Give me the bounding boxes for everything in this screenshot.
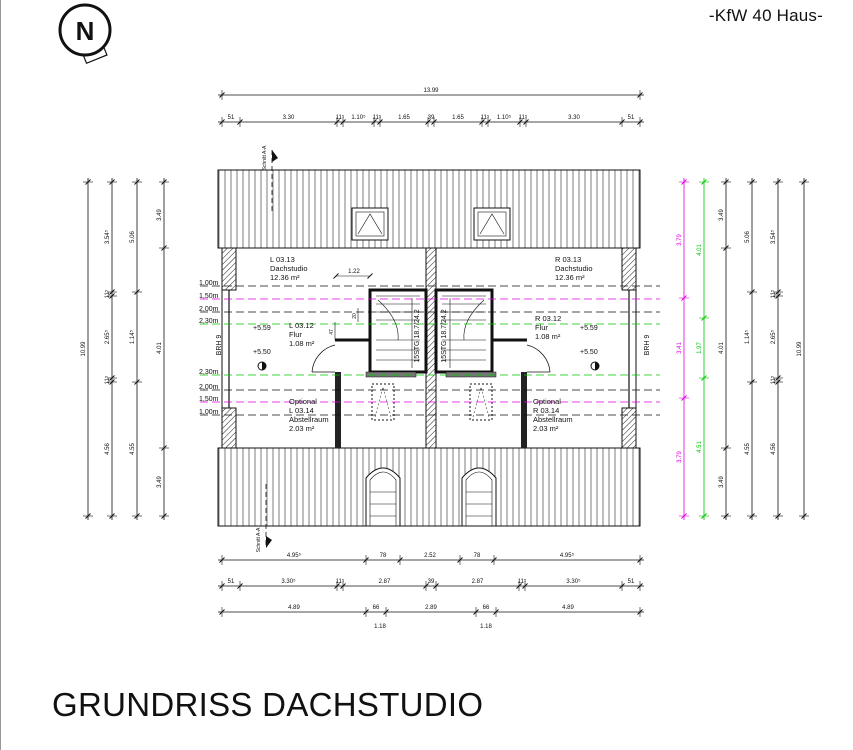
- height-line-label: 1,00m: [199, 409, 219, 416]
- dim-right-col4: [744, 178, 757, 520]
- section-arrow-icon: [272, 150, 278, 162]
- dim-right-overall: [797, 178, 809, 520]
- dim-left-col4-label: 3.49: [157, 476, 163, 488]
- level-label: +5.59: [580, 325, 598, 332]
- dormer-left: [366, 468, 400, 526]
- dormer-right: [462, 468, 496, 526]
- room-right-flur-line: 1.08 m²: [535, 332, 561, 341]
- section-arrow-icon: [266, 536, 272, 548]
- room-left-studio-line: 12.36 m²: [270, 273, 300, 282]
- north-letter: N: [75, 16, 95, 46]
- dim-bottom-row3-label: 66: [372, 605, 380, 611]
- dim-left-col2-label: 11⁵: [105, 375, 111, 385]
- dim-bottom-row3-label: 4.89: [562, 605, 574, 611]
- north-arrow-icon: [60, 5, 110, 63]
- dim-bottom-row2-label: 11⁵: [335, 579, 345, 585]
- dim-bottom-sub-label: 1.18: [480, 624, 492, 630]
- inner-dim-label: 1.22: [348, 269, 360, 275]
- dim-bottom-row2-label: 3.30⁵: [281, 579, 296, 585]
- roof-bottom-area: [218, 448, 640, 526]
- dim-top-segments-label: 1.10⁵: [351, 115, 366, 121]
- dim-left-col3: [129, 178, 142, 520]
- room-left-studio-line: Dachstudio: [270, 264, 308, 273]
- dim-bottom-row2-label: 2.87: [378, 579, 391, 585]
- room-left-storage-line: 2.03 m²: [289, 424, 315, 433]
- dim-bottom-row2-label: 2.87: [471, 579, 484, 585]
- dim-left-col2-label: 11⁵: [105, 289, 111, 299]
- room-left-flur-line: 1.08 m²: [289, 339, 315, 348]
- dim-right-col4-label: 5.06: [745, 231, 751, 243]
- dim-right-magenta: [677, 178, 689, 520]
- room-right-storage-line: R 03.14: [533, 406, 560, 415]
- dim-bottom-row2-label: 39: [427, 579, 435, 585]
- dim-right-green-label: 1.97: [697, 342, 703, 354]
- wall-left-bottom: [222, 408, 236, 448]
- dim-right-col5-label: 11⁵: [771, 375, 777, 385]
- dim-bottom-row3: [218, 605, 644, 617]
- dim-bottom-row3-label: 66: [482, 605, 490, 611]
- dim-bottom-row2-label: 51: [627, 579, 635, 585]
- dim-top-segments-label: 1.65: [452, 115, 464, 121]
- brh-label: BRH 9: [216, 334, 223, 356]
- height-line-label: 1,50m: [199, 396, 219, 403]
- skylight-left: [352, 208, 388, 240]
- dim-top-segments-label: 1.10⁵: [496, 115, 512, 121]
- dim-bottom-row1-label: 78: [473, 553, 481, 559]
- height-line-label: 2,00m: [199, 384, 219, 391]
- dim-top-segments-label: 39: [427, 115, 435, 121]
- dim-right-col5-label: 11⁵: [771, 289, 777, 299]
- room-right-studio-line: R 03.13: [555, 255, 582, 264]
- dim-right-green: [697, 178, 709, 520]
- dim-bottom-row1: [218, 552, 644, 565]
- dim-left-col3-label: 5.06: [130, 231, 136, 243]
- partition-left: [335, 372, 341, 448]
- dim-top-segments-label: 51: [627, 115, 635, 121]
- inner-dim-label: 20: [352, 313, 358, 319]
- room-left-flur-line: Flur: [289, 330, 302, 339]
- dim-top-overall: [218, 88, 644, 100]
- dim-bottom-row1-label: 2.52: [424, 553, 436, 559]
- dim-bottom-row1-label: 4.95⁵: [286, 553, 302, 559]
- room-left-studio-line: L 03.13: [270, 255, 295, 264]
- dim-right-magenta-label: 3.79: [677, 234, 683, 246]
- dim-top-segments-label: 11⁵: [480, 115, 490, 121]
- wall-right-bottom: [622, 408, 636, 448]
- height-line-label: 2,30m: [199, 318, 219, 325]
- house-type-label: -KfW 40 Haus-: [708, 6, 823, 25]
- height-line-label: 2,00m: [199, 306, 219, 313]
- dim-right-green-label: 4.01: [697, 244, 703, 256]
- dim-right-magenta-label: 3.41: [677, 342, 683, 354]
- dim-bottom-row3-label: 4.89: [288, 605, 300, 611]
- dim-bottom-row1-label: 4.95⁵: [559, 553, 575, 559]
- dim-top-segments-label: 11⁵: [372, 115, 382, 121]
- level-label: +5.50: [580, 349, 598, 356]
- dim-right-col3: [719, 178, 731, 520]
- level-label: +5.50: [253, 349, 271, 356]
- drawing-title: GRUNDRISS DACHSTUDIO: [52, 686, 484, 723]
- dim-left-overall-label: 10.99: [81, 341, 87, 357]
- room-left-storage-line: Abstellraum: [289, 415, 329, 424]
- dim-left-col4-label: 3.49: [157, 209, 163, 221]
- dim-bottom-row2: [218, 578, 644, 591]
- dim-left-col2-label: 2.65⁵: [105, 329, 111, 345]
- dim-bottom-row2-label: 51: [227, 579, 235, 585]
- dim-right-col4-label: 1.14⁵: [745, 329, 751, 345]
- dim-right-col3-label: 4.01: [719, 342, 725, 354]
- dim-bottom-row2-label: 11⁵: [517, 579, 527, 585]
- dim-bottom-row2-label: 3.30⁵: [566, 579, 581, 585]
- brh-label: BRH 9: [644, 334, 651, 356]
- dim-right-overall-label: 10.99: [797, 341, 803, 357]
- room-right-studio-line: Dachstudio: [555, 264, 593, 273]
- dim-top-segments-label: 11⁵: [518, 115, 528, 121]
- section-mark-label: Schnitt A-A: [262, 145, 268, 171]
- dim-bottom-sub-label: 1.18: [374, 624, 386, 630]
- height-line-label: 1,00m: [199, 280, 219, 287]
- dim-left-overall: [81, 178, 93, 520]
- dim-left-col4-label: 4.01: [157, 342, 163, 354]
- dim-right-green-label: 4.51: [697, 441, 703, 453]
- room-left-storage-line: Optional: [289, 397, 317, 406]
- dim-right-col4-label: 4.55: [745, 443, 751, 455]
- inner-dim-label: 47: [329, 329, 335, 335]
- dim-right-col5: [770, 178, 783, 520]
- dim-left-col3-label: 1.14⁵: [130, 329, 136, 345]
- dim-bottom-row3-label: 2.89: [425, 605, 437, 611]
- dim-right-col5-label: 4.56: [771, 443, 777, 455]
- room-right-storage-line: Abstellraum: [533, 415, 573, 424]
- room-right-studio-line: 12.36 m²: [555, 273, 585, 282]
- room-right-flur-line: R 03.12: [535, 314, 562, 323]
- dim-bottom-row1-label: 78: [379, 553, 387, 559]
- dim-top-segments-label: 1.65: [398, 115, 410, 121]
- dim-top-segments-label: 11⁵: [335, 115, 345, 121]
- room-right-flur-line: Flur: [535, 323, 548, 332]
- wall-left-top: [222, 248, 236, 290]
- dim-left-col2-label: 4.56: [105, 443, 111, 455]
- dim-top-segments-label: 51: [227, 115, 235, 121]
- dim-right-col3-label: 3.49: [719, 476, 725, 488]
- dim-right-col5-label: 3.54⁵: [771, 229, 777, 245]
- dim-right-col5-label: 2.65⁵: [771, 329, 777, 345]
- wall-right-top: [622, 248, 636, 290]
- dim-left-col4: [157, 178, 169, 520]
- dim-left-col2: [104, 178, 117, 520]
- stair-label: 15STG 18.7/24.2: [441, 309, 448, 363]
- room-right-storage-line: 2.03 m²: [533, 424, 559, 433]
- dim-top-segments: [218, 114, 644, 127]
- height-line-label: 2,30m: [199, 369, 219, 376]
- dim-right-magenta-label: 3.79: [677, 451, 683, 463]
- dim-top-segments-label: 3.30: [568, 115, 580, 121]
- partition-right: [521, 372, 527, 448]
- section-mark-label: Schnitt A-A: [256, 527, 262, 553]
- dim-top-segments-label: 3.30: [282, 115, 295, 121]
- dim-left-col2-label: 3.54⁵: [105, 229, 111, 245]
- stair-label: 15STG 18.7/24.2: [414, 309, 421, 363]
- level-label: +5.59: [253, 325, 271, 332]
- dim-left-col3-label: 4.55: [130, 443, 136, 455]
- dim-right-col3-label: 3.49: [719, 209, 725, 221]
- room-left-storage-line: L 03.14: [289, 406, 314, 415]
- roof-top-area: [218, 170, 640, 248]
- room-right-storage-line: Optional: [533, 397, 561, 406]
- room-left-flur-line: L 03.12: [289, 321, 314, 330]
- skylight-right: [474, 208, 510, 240]
- dim-top-overall-label: 13.99: [423, 88, 439, 94]
- height-line-label: 1,50m: [199, 293, 219, 300]
